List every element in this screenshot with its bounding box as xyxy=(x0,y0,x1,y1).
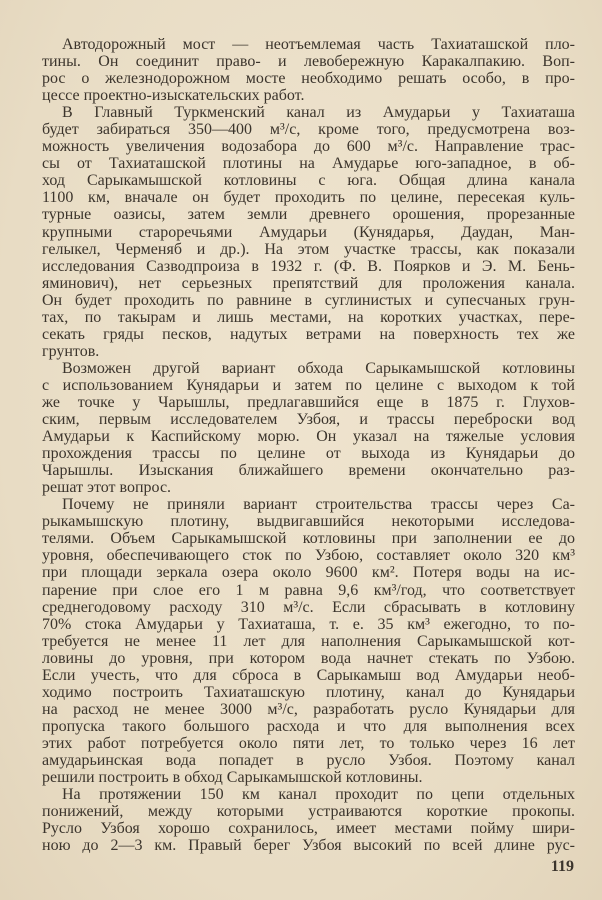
text-line: рос о железнодорожном мосте необходимо решать особо, в про- xyxy=(42,70,575,88)
text-line: исследования Сазводпроиза в 1932 г. (Ф. В. Поярков и Э. М. Бень- xyxy=(42,257,575,275)
text-line: грунтов. xyxy=(42,342,100,360)
text-line: Если учесть, что для сброса в Сарыкамыш вод Амударьи необ- xyxy=(42,666,575,684)
text-line: требуется не менее 11 лет для наполнения Сарыкамышской кот- xyxy=(42,632,575,650)
text-line: будет забираться 350—400 м³/с, кроме того, предусмотрена воз- xyxy=(42,121,575,139)
text-line: тах, по такырам и лишь местами, на коротких участках, пере- xyxy=(42,308,575,326)
paragraph xyxy=(42,496,575,786)
text-line: можность увеличения водозабора до 600 м³/с. Направление трас- xyxy=(42,138,575,156)
text-line: турные оазисы, затем земли древнего орошения, прорезанные xyxy=(42,206,575,224)
text-line: при площади зеркала озера около 9600 км². Потеря воды на ис- xyxy=(42,564,575,582)
text-line: крупными староречьями Амударьи (Кунядарья, Даудан, Ман- xyxy=(42,223,575,241)
text-line: рыкамышскую плотину, выдвигавшийся некоторыми исследова- xyxy=(42,513,575,531)
text-line: ходимо построить Тахиаташскую плотину, канал до Кунядарьи xyxy=(42,683,575,701)
text-line: ским, первым исследователем Узбоя, и трассы переброски вод xyxy=(42,411,575,429)
text-line: Амударьи к Каспийскому морю. Он указал на тяжелые условия xyxy=(42,428,575,446)
paragraph xyxy=(42,360,575,496)
text-line: Автодорожный мост — неотъемлемая часть Тахиаташской пло- xyxy=(62,36,575,53)
text-line: этих работ потребуется около пяти лет, то только через 16 лет xyxy=(42,734,575,752)
text-line: ход Сарыкамышской котловины с юга. Общая длина канала xyxy=(42,172,575,190)
paragraph xyxy=(42,104,575,360)
text-line: пропуска такого большого расхода и что для выполнения всех xyxy=(42,717,575,735)
text-line: цессе проектно-изыскательских работ. xyxy=(42,87,305,105)
text-line: яминович), нет серьезных препятствий для проложения канала. xyxy=(42,274,575,292)
text-line: среднегодовому расходу 310 м³/с. Если сбрасывать в котловину xyxy=(42,598,575,616)
body-text xyxy=(42,36,575,854)
text-line: амударьинская вода попадет в русло Узбоя. Поэтому канал xyxy=(42,751,575,769)
paragraph xyxy=(42,786,575,854)
text-line: Русло Узбоя хорошо сохранилось, имеет местами пойму шири- xyxy=(42,820,575,838)
text-line: Чарышлы. Изыскания ближайшего времени окончательно раз- xyxy=(42,462,575,480)
text-line: на расход не менее 3000 м³/с, разработать русло Кунядарьи для xyxy=(42,700,575,718)
text-line: 70% стока Амударьи у Тахиаташа, т. е. 35 км³ ежегодно, то по- xyxy=(42,615,575,633)
text-line: ною до 2—3 км. Правый берег Узбоя высокий по всей длине рус- xyxy=(42,837,575,855)
text-line: уровня, обеспечивающего сток по Узбою, составляет около 320 км³ xyxy=(42,547,575,565)
text-line: парение при слое его 1 м равна 9,6 км³/год, что соответствует xyxy=(42,581,575,599)
text-line: гелыкел, Черменяб и др.). На этом участке трассы, как показали xyxy=(42,240,575,258)
text-line: с использованием Кунядарьи и затем по целине с выходом к той xyxy=(42,376,575,394)
page-number: 119 xyxy=(550,858,574,875)
text-line: Почему не приняли вариант строительства трассы через Са- xyxy=(62,496,575,514)
text-line: понижений, между которыми устраиваются короткие прокопы. xyxy=(42,803,575,821)
text-line: В Главный Туркменский канал из Амударьи у Тахиаташа xyxy=(62,104,575,122)
text-line: решили построить в обход Сарыкамышской котловины. xyxy=(42,769,423,787)
text-line: сы от Тахиаташской плотины на Амударье юго-западное, в об- xyxy=(42,155,575,173)
text-line: же точке у Чарышлы, предлагавшийся еще в 1875 г. Глухов- xyxy=(42,393,575,411)
text-line: ловины до уровня, при котором вода начнет стекать по Узбою. xyxy=(42,649,575,667)
text-line: 1100 км, вначале он будет проходить по целине, пересекая куль- xyxy=(42,189,575,207)
text-line: телями. Объем Сарыкамышской котловины при заполнении ее до xyxy=(42,530,575,548)
text-line: тины. Он соединит право- и левобережную Каракалпакию. Воп- xyxy=(42,53,575,71)
text-line: Он будет проходить по равнине в суглинистых и супесчаных грун- xyxy=(42,291,575,309)
text-line: решат этот вопрос. xyxy=(42,479,172,497)
text-line: Возможен другой вариант обхода Сарыкамышской котловины xyxy=(62,359,575,377)
paragraph xyxy=(42,36,575,104)
text-line: секать гряды песков, надутых ветрами на поверхность тех же xyxy=(42,325,575,343)
text-line: На протяжении 150 км канал проходит по цепи отдельных xyxy=(62,786,575,804)
text-line: прохождения трассы по целине от выхода из Кунядарьи до xyxy=(42,445,575,463)
